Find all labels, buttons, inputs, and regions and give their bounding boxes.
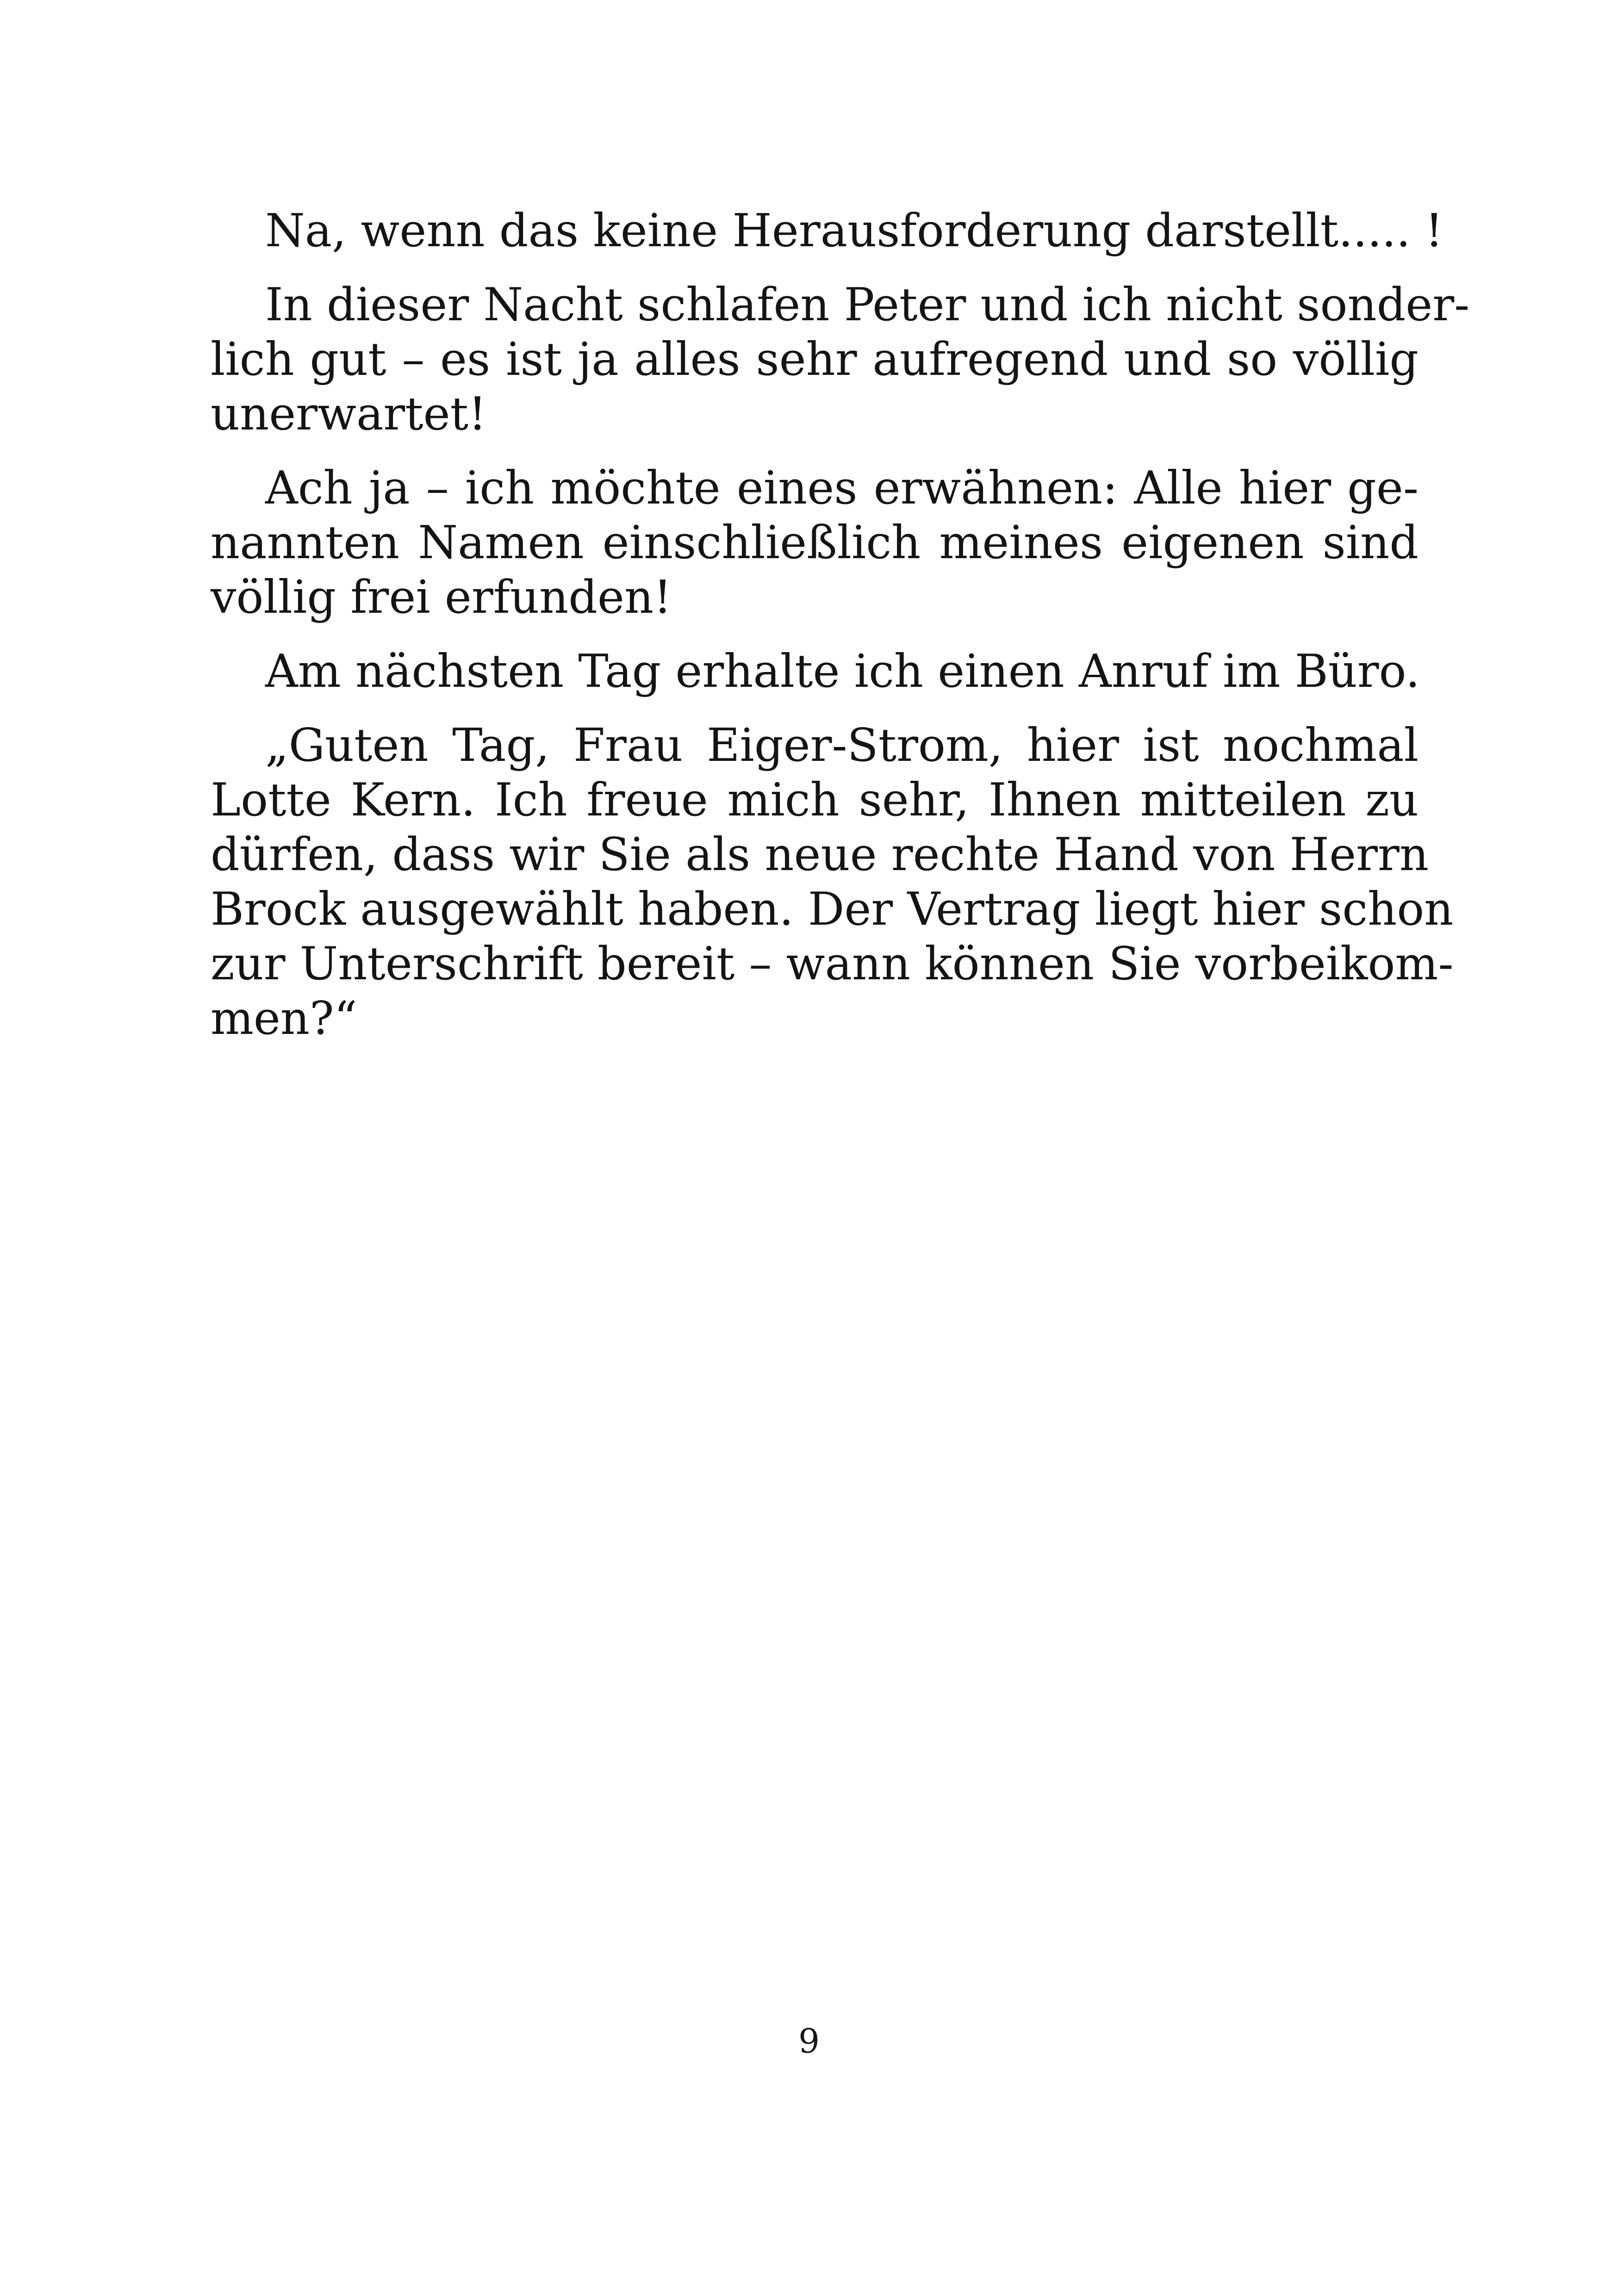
- page-number: 9: [798, 2022, 820, 2060]
- text-line: nannten Namen einschließlich meines eigenen sind: [211, 516, 1419, 569]
- paragraph-3: [211, 461, 1419, 625]
- text-line: Am nächsten Tag erhalte ich einen Anruf im Büro.: [265, 645, 1420, 698]
- text-line: lich gut – es ist ja alles sehr aufregend und so völlig: [211, 333, 1419, 386]
- text-line: men?“: [211, 992, 357, 1045]
- text-line: „Guten Tag, Frau Eiger-Strom, hier ist nochmal: [265, 719, 1419, 772]
- text-line: unerwartet!: [211, 388, 487, 441]
- text-line: Brock ausgewählt haben. Der Vertrag liegt hier schon: [211, 883, 1454, 936]
- body-text: [211, 204, 1470, 1065]
- text-line: Na, wenn das keine Herausforderung darstellt..... !: [265, 205, 1444, 257]
- paragraph-4: [211, 644, 1419, 699]
- text-line: zur Unterschrift bereit – wann können Sie vorbeikom-: [211, 938, 1454, 990]
- paragraph-2: [211, 278, 1470, 442]
- text-line: dürfen, dass wir Sie als neue rechte Hand von Herrn: [211, 828, 1429, 881]
- paragraph-1: [211, 204, 1444, 258]
- paragraph-5: [211, 718, 1454, 1046]
- text-line: Lotte Kern. Ich freue mich sehr, Ihnen mitteilen zu: [211, 774, 1419, 827]
- text-line: Ach ja – ich möchte eines erwähnen: Alle hier ge-: [265, 462, 1419, 515]
- text-line: In dieser Nacht schlafen Peter und ich nicht sonder-: [265, 279, 1470, 331]
- text-line: völlig frei erfunden!: [211, 571, 672, 624]
